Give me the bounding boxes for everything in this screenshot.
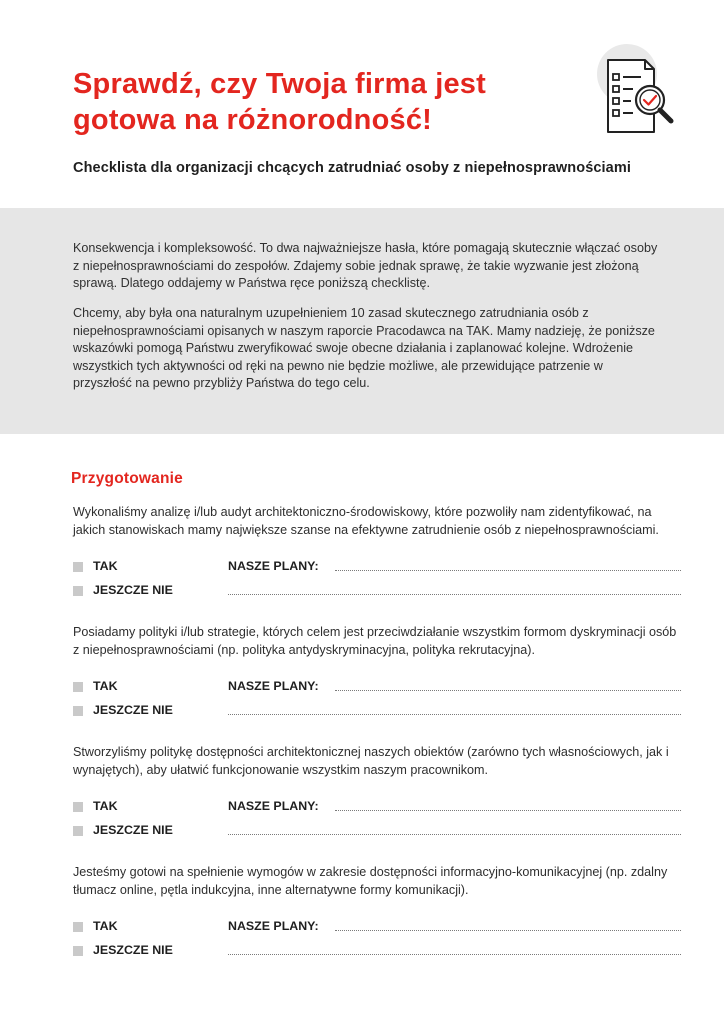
checklist-item-2 [73, 623, 685, 717]
checkbox-not-yet[interactable] [73, 826, 83, 836]
plans-line-2[interactable] [228, 714, 681, 715]
checkbox-yes[interactable] [73, 562, 83, 572]
plans-label: NASZE PLANY: [228, 679, 319, 693]
plans-line-1[interactable] [335, 930, 681, 931]
plans-line-2[interactable] [228, 834, 681, 835]
option-yes-label: TAK [93, 919, 118, 933]
checkbox-yes[interactable] [73, 922, 83, 932]
option-row-not-yet [73, 823, 685, 839]
checklist-magnifier-icon [575, 40, 685, 140]
checkbox-not-yet[interactable] [73, 706, 83, 716]
page-header [0, 0, 724, 208]
intro-paragraph-1: Konsekwencja i kompleksowość. To dwa najważniejsze hasła, które pomagają skutecznie włączać osoby z niepełnosprawnościami do zespołów. Zdajemy sobie jednak sprawę, że takie wyzwanie jest złożoną sprawą. Dlatego oddajemy w Państwa ręce poniższą checklistę. [73, 241, 658, 291]
intro-paragraph-2: Chcemy, aby była ona naturalnym uzupełnieniem 10 zasad skutecznego zatrudniania osób z niepełnosprawnościami opisanych w naszym raporcie Pracodawca na TAK. Mamy nadzieję, że poniższe wskazówki pomogą Państwu zweryfikować swoje obecne działania i zaplanować kolejne. Wdrożenie wszystkich tych aktywności od ręki na pewno nie będzie możliwe, ale przewidujące patrzenie w przyszłość na pewno przybliży Państwa do tego celu. [73, 306, 655, 391]
option-not-yet-label: JESZCZE NIE [93, 943, 173, 957]
option-row-not-yet [73, 943, 685, 959]
plans-line-1[interactable] [335, 810, 681, 811]
plans-line-1[interactable] [335, 570, 681, 571]
plans-line-2[interactable] [228, 594, 681, 595]
checkbox-not-yet[interactable] [73, 586, 83, 596]
question-text: Jesteśmy gotowi na spełnienie wymogów w zakresie dostępności informacyjno-komunikacyjnej (np. zdalny tłumacz online, pętla indukcyjna, inne alternatywne formy komunikacji). [73, 865, 668, 897]
page-subtitle: Checklista dla organizacji chcących zatrudniać osoby z niepełnosprawnościami [73, 160, 631, 176]
option-not-yet-label: JESZCZE NIE [93, 823, 173, 837]
option-row-yes [73, 919, 685, 935]
plans-label: NASZE PLANY: [228, 919, 319, 933]
plans-label: NASZE PLANY: [228, 799, 319, 813]
option-yes-label: TAK [93, 679, 118, 693]
option-yes-label: TAK [93, 799, 118, 813]
title-line-1: Sprawdź, czy Twoja firma jest [73, 68, 486, 100]
plans-line-2[interactable] [228, 954, 681, 955]
option-row-not-yet [73, 583, 685, 599]
option-row-yes [73, 559, 685, 575]
plans-label: NASZE PLANY: [228, 559, 319, 573]
question-text: Stworzyliśmy politykę dostępności architektonicznej naszych obiektów (zarówno tych własnościowych, jak i wynajętych), aby ułatwić funkcjonowanie wszystkim naszym pracownikom. [73, 745, 669, 777]
option-not-yet-label: JESZCZE NIE [93, 583, 173, 597]
intro-panel [0, 208, 724, 434]
option-yes-label: TAK [93, 559, 118, 573]
plans-line-1[interactable] [335, 690, 681, 691]
checklist-item-1 [73, 503, 685, 597]
section-title: Przygotowanie [71, 470, 183, 487]
checkbox-not-yet[interactable] [73, 946, 83, 956]
checkbox-yes[interactable] [73, 802, 83, 812]
option-not-yet-label: JESZCZE NIE [93, 703, 173, 717]
checklist-item-4 [73, 863, 685, 957]
checkbox-yes[interactable] [73, 682, 83, 692]
checklist-item-3 [73, 743, 685, 837]
option-row-yes [73, 799, 685, 815]
question-text: Posiadamy polityki i/lub strategie, których celem jest przeciwdziałanie wszystkim formom dyskryminacji osób z niepełnosprawnościami (np. polityka antydyskryminacyjna, polityka rekrutacyjna). [73, 625, 677, 657]
option-row-not-yet [73, 703, 685, 719]
option-row-yes [73, 679, 685, 695]
page-title [73, 66, 573, 138]
question-text: Wykonaliśmy analizę i/lub audyt architektoniczno-środowiskowy, które pozwoliły nam zidentyfikować, na jakich stanowiskach mamy największe szanse na efektywne zatrudnienie osób z niepełnosprawnościami. [73, 505, 659, 537]
title-line-2: gotowa na różnorodność! [73, 104, 433, 136]
